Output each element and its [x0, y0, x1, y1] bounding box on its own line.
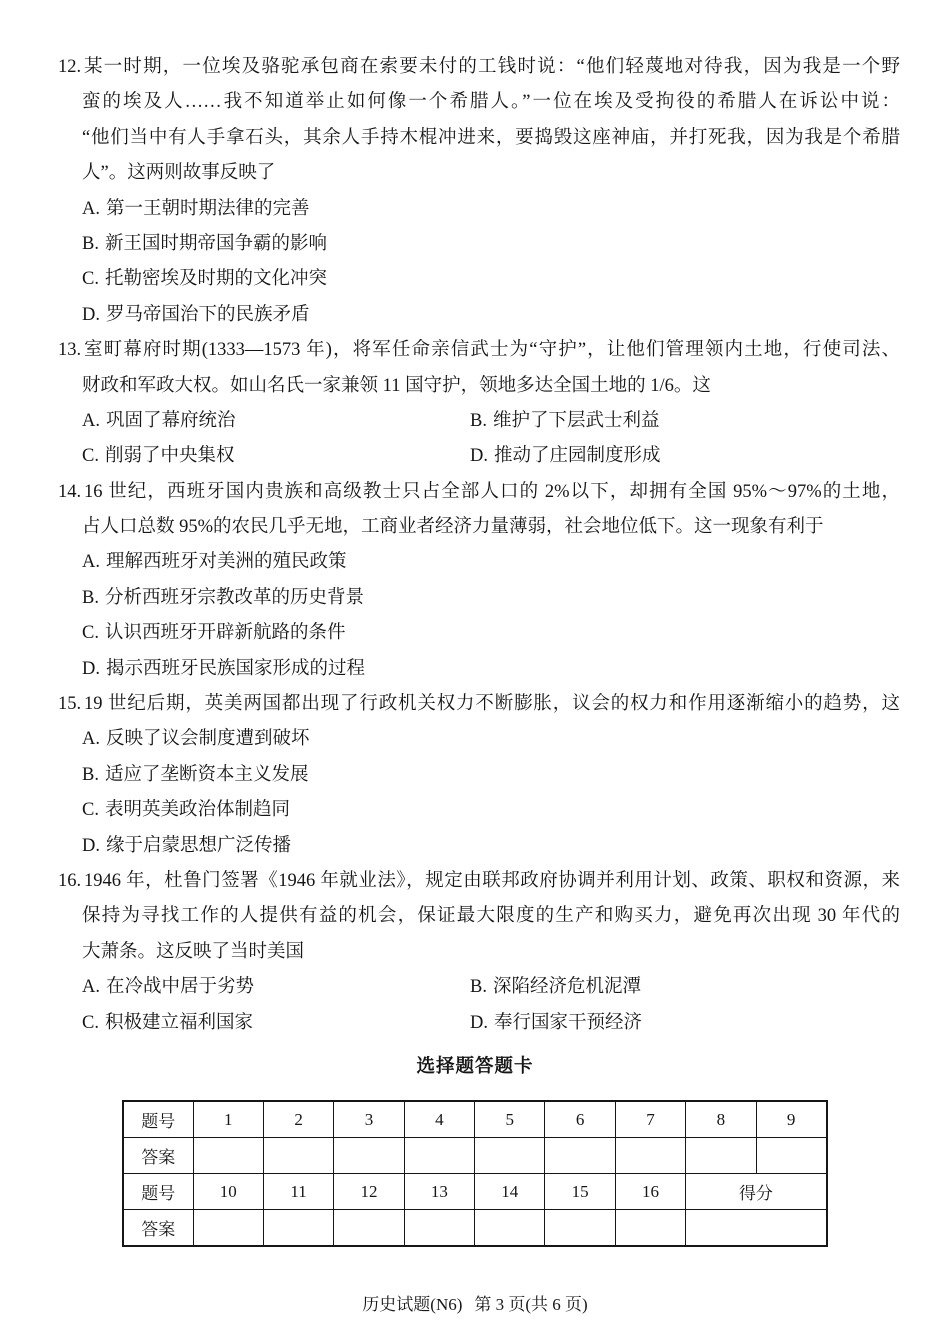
option-b: [82, 234, 327, 254]
option-row: [58, 227, 900, 262]
question-number: 14.: [58, 481, 82, 502]
question-number-cell: 8: [686, 1101, 756, 1138]
option-text: 积极建立福利国家: [104, 1012, 253, 1033]
answer-cell: [334, 1138, 404, 1174]
question-list: [58, 50, 900, 1041]
question-15: [58, 687, 900, 864]
score-cell: [686, 1210, 827, 1247]
number-header-cell: 题号: [123, 1101, 193, 1138]
option-row: [58, 970, 900, 1005]
number-header-cell: 题号: [123, 1174, 193, 1210]
stem-text: 1946 年，杜鲁门签署《1946 年就业法》，规定由联邦政府协调并利用计划、政策、职权和资源，来: [84, 870, 900, 891]
option-text: 巩固了幕府统治: [106, 410, 236, 431]
option-c: [82, 623, 345, 643]
option-text: 揭示西班牙民族国家形成的过程: [106, 658, 366, 679]
answer-cell: [334, 1210, 404, 1247]
option-label: C.: [82, 446, 99, 467]
question-number: 13.: [58, 340, 82, 361]
answer-cell: [193, 1210, 263, 1247]
option-text: 新王国时期帝国争霸的影响: [104, 233, 327, 254]
stem-line: [58, 899, 900, 934]
option-label: D.: [82, 835, 100, 856]
option-label: B.: [82, 233, 99, 254]
stem-line: [58, 50, 900, 85]
option-row: [58, 1006, 900, 1041]
stem-text: 蛮的埃及人……我不知道举止如何像一个希腊人。”一位在埃及受拘役的希腊人在诉讼中说：: [82, 92, 900, 113]
option-label: D.: [470, 1012, 488, 1033]
option-a: [82, 729, 310, 749]
option-text: 托勒密埃及时期的文化冲突: [104, 269, 327, 290]
answer-card-title: 选择题答题卡: [416, 1057, 534, 1077]
stem-text: 某一时期，一位埃及骆驼承包商在索要未付的工钱时说：“他们轻蔑地对待我，因为我是一个野: [84, 57, 900, 77]
stem-line: [58, 687, 900, 722]
answer-cell: [545, 1210, 615, 1247]
option-a: [82, 552, 347, 572]
option-label: B.: [470, 410, 487, 431]
answer-cell: [263, 1210, 333, 1247]
footer-page-number: 第 3 页(共 6 页): [474, 1295, 588, 1314]
question-number-cell: 11: [263, 1174, 333, 1210]
option-text: 缘于启蒙思想广泛传播: [106, 835, 292, 856]
answer-cell: [193, 1138, 263, 1174]
question-number-cell: 1: [193, 1101, 263, 1138]
answer-cell: [475, 1210, 545, 1247]
page-footer: [0, 1293, 950, 1317]
answer-cell: [545, 1138, 615, 1174]
question-number-cell: 7: [615, 1101, 685, 1138]
answer-cell: [615, 1138, 685, 1174]
option-text: 适应了垄断资本主义发展: [104, 764, 309, 785]
option-text: 维护了下层武士利益: [492, 410, 660, 431]
question-number-cell: 10: [193, 1174, 263, 1210]
answer-header-cell: 答案: [123, 1138, 193, 1174]
option-c: [82, 269, 327, 289]
question-16: [58, 864, 900, 1041]
option-row: [58, 545, 900, 580]
stem-text: 19 世纪后期，英美两国都出现了行政机关权力不断膨胀，议会的权力和作用逐渐缩小的趋势，这: [84, 694, 900, 715]
question-number: 15.: [58, 694, 82, 715]
question-12: [58, 50, 900, 333]
option-text: 在冷战中居于劣势: [106, 977, 255, 998]
option-label: D.: [82, 658, 100, 679]
score-header-cell: 得分: [686, 1174, 827, 1210]
option-row: [58, 616, 900, 651]
table-row: [123, 1210, 827, 1247]
option-label: D.: [470, 446, 488, 467]
option-label: A.: [82, 198, 100, 219]
question-13: [58, 333, 900, 475]
option-label: A.: [82, 410, 100, 431]
stem-text: 占人口总数 95%的农民几乎无地，工商业者经济力量薄弱，社会地位低下。这一现象有利于: [82, 517, 824, 538]
question-number-cell: 9: [756, 1101, 826, 1138]
option-b: [82, 588, 364, 608]
stem-line: [58, 510, 900, 545]
option-label: C.: [82, 1012, 99, 1033]
option-d: [470, 1006, 642, 1041]
option-b: [82, 765, 308, 785]
option-b: [470, 404, 659, 439]
option-label: B.: [82, 587, 99, 608]
option-label: D.: [82, 304, 100, 325]
option-row: [58, 829, 900, 864]
answer-card-table: [122, 1100, 828, 1247]
question-number-cell: 12: [334, 1174, 404, 1210]
stem-line: [58, 475, 900, 510]
question-number-cell: 13: [404, 1174, 474, 1210]
option-row: [58, 192, 900, 227]
stem-text: 财政和军政大权。如山名氏一家兼领 11 国守护，领地多达全国土地的 1/6。这: [82, 375, 711, 396]
option-label: A.: [82, 729, 100, 750]
option-text: 第一王朝时期法律的完善: [106, 198, 310, 219]
question-14: [58, 475, 900, 687]
stem-text: 保持为寻找工作的人提供有益的机会，保证最大限度的生产和购买力，避免再次出现 30 年代的: [82, 906, 900, 927]
question-number-cell: 14: [475, 1174, 545, 1210]
answer-cell: [686, 1138, 756, 1174]
option-a: [82, 977, 254, 997]
option-row: [58, 652, 900, 687]
table-row: [123, 1101, 827, 1138]
answer-cell: [404, 1210, 474, 1247]
option-row: [58, 439, 900, 474]
footer-subject: 历史试题(N6): [362, 1295, 463, 1314]
option-label: C.: [82, 623, 99, 644]
option-row: [58, 581, 900, 616]
option-row: [58, 758, 900, 793]
question-number-cell: 6: [545, 1101, 615, 1138]
question-number-cell: 15: [545, 1174, 615, 1210]
option-text: 认识西班牙开辟新航路的条件: [104, 623, 346, 644]
stem-text: 16 世纪，西班牙国内贵族和高级教士只占全部人口的 2%以下，却拥有全国 95%～97%的土地，: [84, 481, 900, 502]
answer-cell: [263, 1138, 333, 1174]
stem-text: 人”。这两则故事反映了: [82, 163, 276, 184]
option-label: C.: [82, 800, 99, 821]
question-number-cell: 3: [334, 1101, 404, 1138]
option-row: [58, 722, 900, 757]
option-d: [82, 659, 365, 679]
answer-cell: [404, 1138, 474, 1174]
option-d: [82, 836, 291, 856]
stem-text: 室町幕府时期(1333—1573 年)，将军任命亲信武士为“守护”，让他们管理领内土地，行使司法、: [84, 340, 900, 361]
option-text: 推动了庄园制度形成: [494, 446, 661, 467]
table-row: [123, 1138, 827, 1174]
option-label: B.: [82, 764, 99, 785]
question-number-cell: 16: [615, 1174, 685, 1210]
option-row: [58, 262, 900, 297]
option-label: C.: [82, 269, 99, 290]
option-row: [58, 404, 900, 439]
stem-line: [58, 333, 900, 368]
question-number-cell: 5: [475, 1101, 545, 1138]
stem-text: “他们当中有人手拿石头，其余人手持木棍冲进来，要捣毁这座神庙，并打死我，因为我是个希腊: [82, 127, 900, 148]
option-label: A.: [82, 552, 100, 573]
option-text: 奉行国家干预经济: [494, 1012, 643, 1033]
option-b: [470, 970, 641, 1005]
option-c: [82, 446, 234, 466]
stem-line: [58, 935, 900, 970]
option-a: [82, 411, 236, 431]
option-c: [82, 800, 290, 820]
option-text: 理解西班牙对美洲的殖民政策: [106, 552, 347, 573]
option-a: [82, 199, 310, 219]
option-text: 分析西班牙宗教改革的历史背景: [104, 587, 364, 608]
option-d: [470, 439, 661, 474]
option-text: 削弱了中央集权: [104, 446, 235, 467]
stem-line: [58, 121, 900, 156]
stem-line: [58, 864, 900, 899]
answer-cell: [475, 1138, 545, 1174]
option-text: 深陷经济危机泥潭: [492, 977, 641, 998]
stem-line: [58, 85, 900, 120]
option-row: [58, 793, 900, 828]
option-text: 反映了议会制度遭到破坏: [106, 729, 310, 750]
option-d: [82, 305, 310, 325]
option-label: B.: [470, 977, 487, 998]
answer-header-cell: 答案: [123, 1210, 193, 1247]
option-label: A.: [82, 977, 100, 998]
question-number-cell: 4: [404, 1101, 474, 1138]
question-number-cell: 2: [263, 1101, 333, 1138]
answer-cell: [615, 1210, 685, 1247]
option-text: 罗马帝国治下的民族矛盾: [106, 304, 310, 325]
stem-text: 大萧条。这反映了当时美国: [82, 941, 305, 962]
stem-line: [58, 156, 900, 191]
option-text: 表明英美政治体制趋同: [104, 800, 290, 821]
option-c: [82, 1013, 253, 1033]
question-number: 16.: [58, 870, 82, 891]
table-row: [123, 1174, 827, 1210]
answer-cell: [756, 1138, 826, 1174]
stem-line: [58, 369, 900, 404]
option-row: [58, 298, 900, 333]
question-number: 12.: [58, 57, 82, 77]
